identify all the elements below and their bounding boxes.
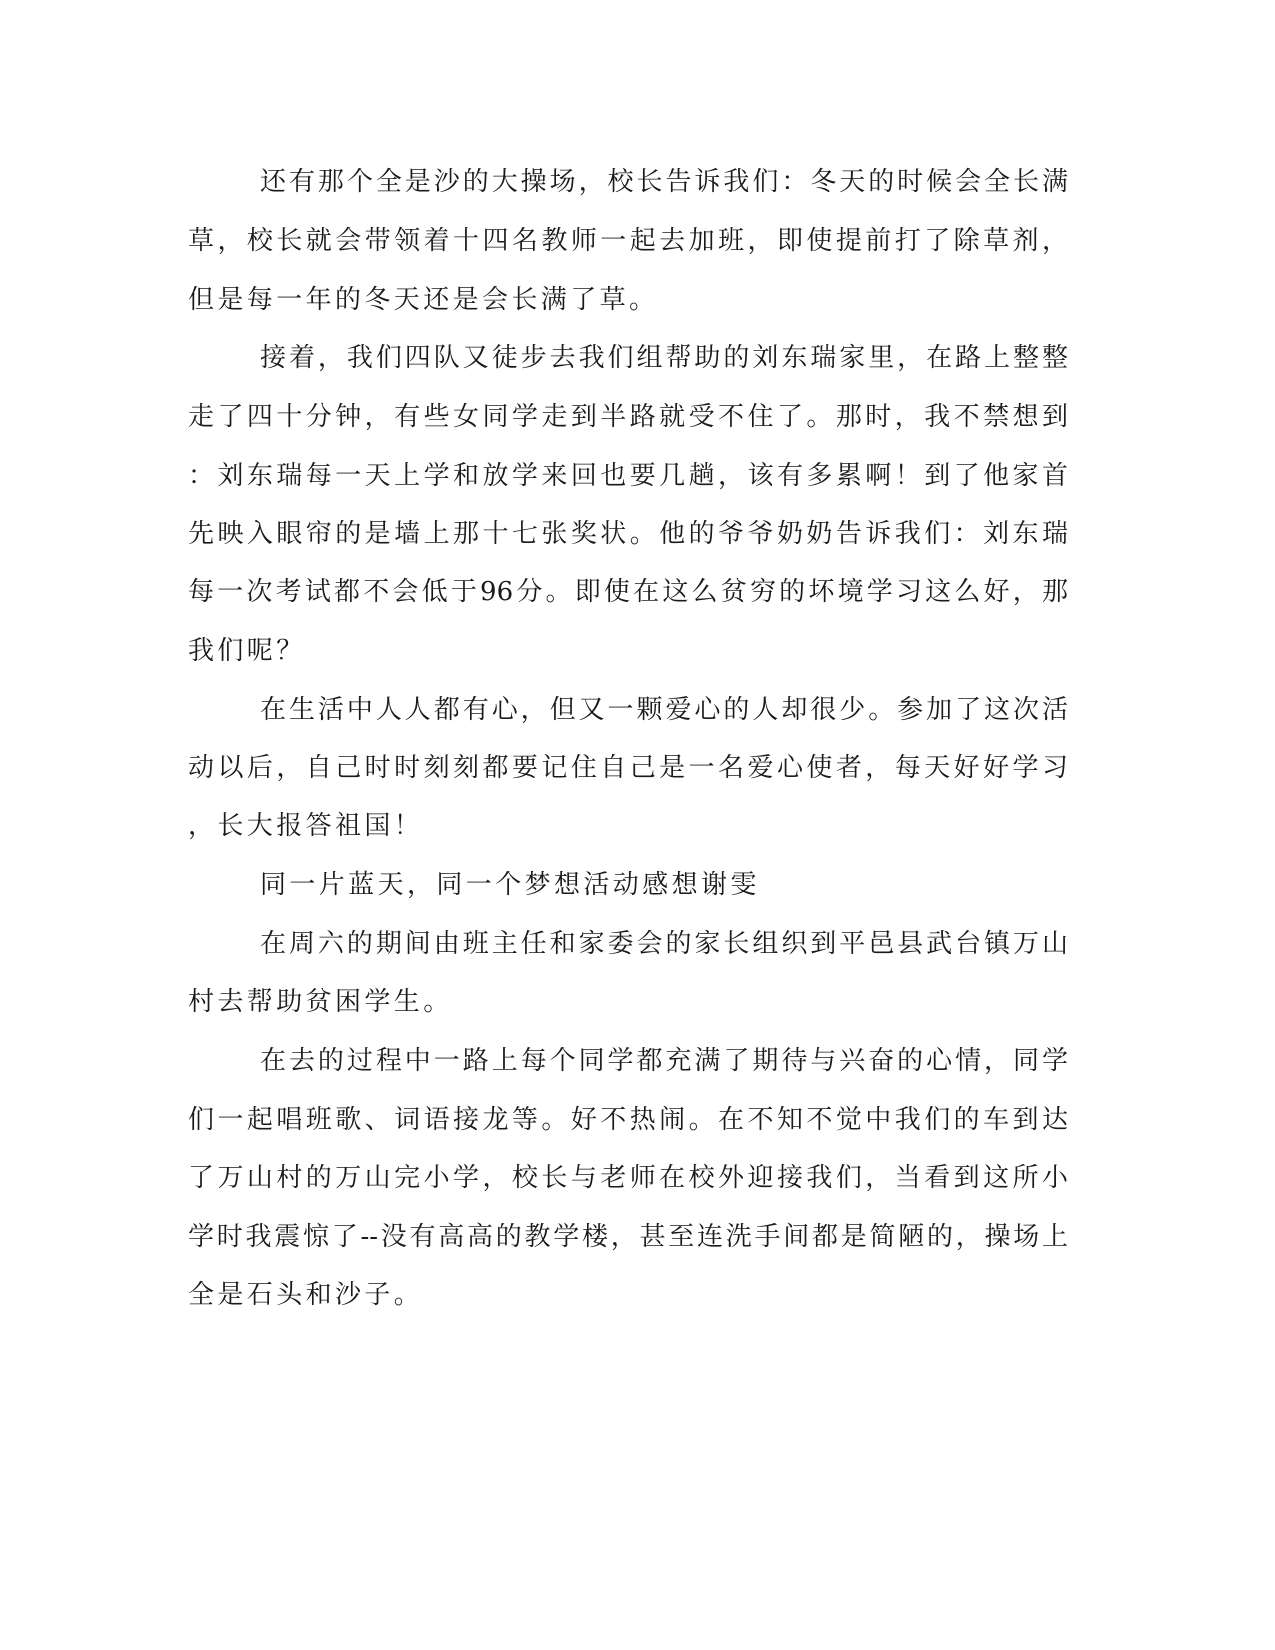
paragraph-line: 还有那个全是沙的大操场，校长告诉我们：冬天的时候会全长满 [260, 167, 1068, 197]
paragraph-line: 在周六的期间由班主任和家委会的家长组织到平邑县武台镇万山 [260, 929, 1068, 959]
paragraph-line: 先映入眼帘的是墙上那十七张奖状。他的爷爷奶奶告诉我们：刘东瑞 [188, 519, 1068, 549]
paragraph-line: ，长大报答祖国！ [188, 811, 424, 841]
paragraph-line: 走了四十分钟，有些女同学走到半路就受不住了。那时，我不禁想到 [188, 402, 1068, 432]
section-title: 同一片蓝天，同一个梦想活动感想谢雯 [260, 870, 760, 900]
paragraph-line: 全是石头和沙子。 [188, 1280, 424, 1310]
paragraph-line: 我们呢？ [188, 636, 306, 666]
paragraph-line: 们一起唱班歌、词语接龙等。好不热闹。在不知不觉中我们的车到达 [188, 1105, 1068, 1135]
paragraph-line: 但是每一年的冬天还是会长满了草。 [188, 285, 659, 315]
paragraph-line: 动以后，自己时时刻刻都要记住自己是一名爱心使者，每天好好学习 [188, 753, 1068, 783]
paragraph-line: 了万山村的万山完小学，校长与老师在校外迎接我们，当看到这所小 [188, 1163, 1068, 1193]
paragraph-line: ：刘东瑞每一天上学和放学来回也要几趟，该有多累啊！到了他家首 [188, 461, 1068, 491]
paragraph-line: 学时我震惊了--没有高高的教学楼，甚至连洗手间都是简陋的，操场上 [188, 1222, 1068, 1252]
paragraph-line: 草，校长就会带领着十四名教师一起去加班，即使提前打了除草剂， [188, 226, 1068, 256]
paragraph-line: 每一次考试都不会低于96分。即使在这么贫穷的坏境学习这么好，那 [188, 577, 1068, 607]
paragraph-line: 接着，我们四队又徒步去我们组帮助的刘东瑞家里，在路上整整 [260, 343, 1068, 373]
paragraph-line: 在生活中人人都有心，但又一颗爱心的人却很少。参加了这次活 [260, 695, 1068, 725]
paragraph-line: 村去帮助贫困学生。 [188, 987, 453, 1017]
paragraph-line: 在去的过程中一路上每个同学都充满了期待与兴奋的心情，同学 [260, 1046, 1068, 1076]
